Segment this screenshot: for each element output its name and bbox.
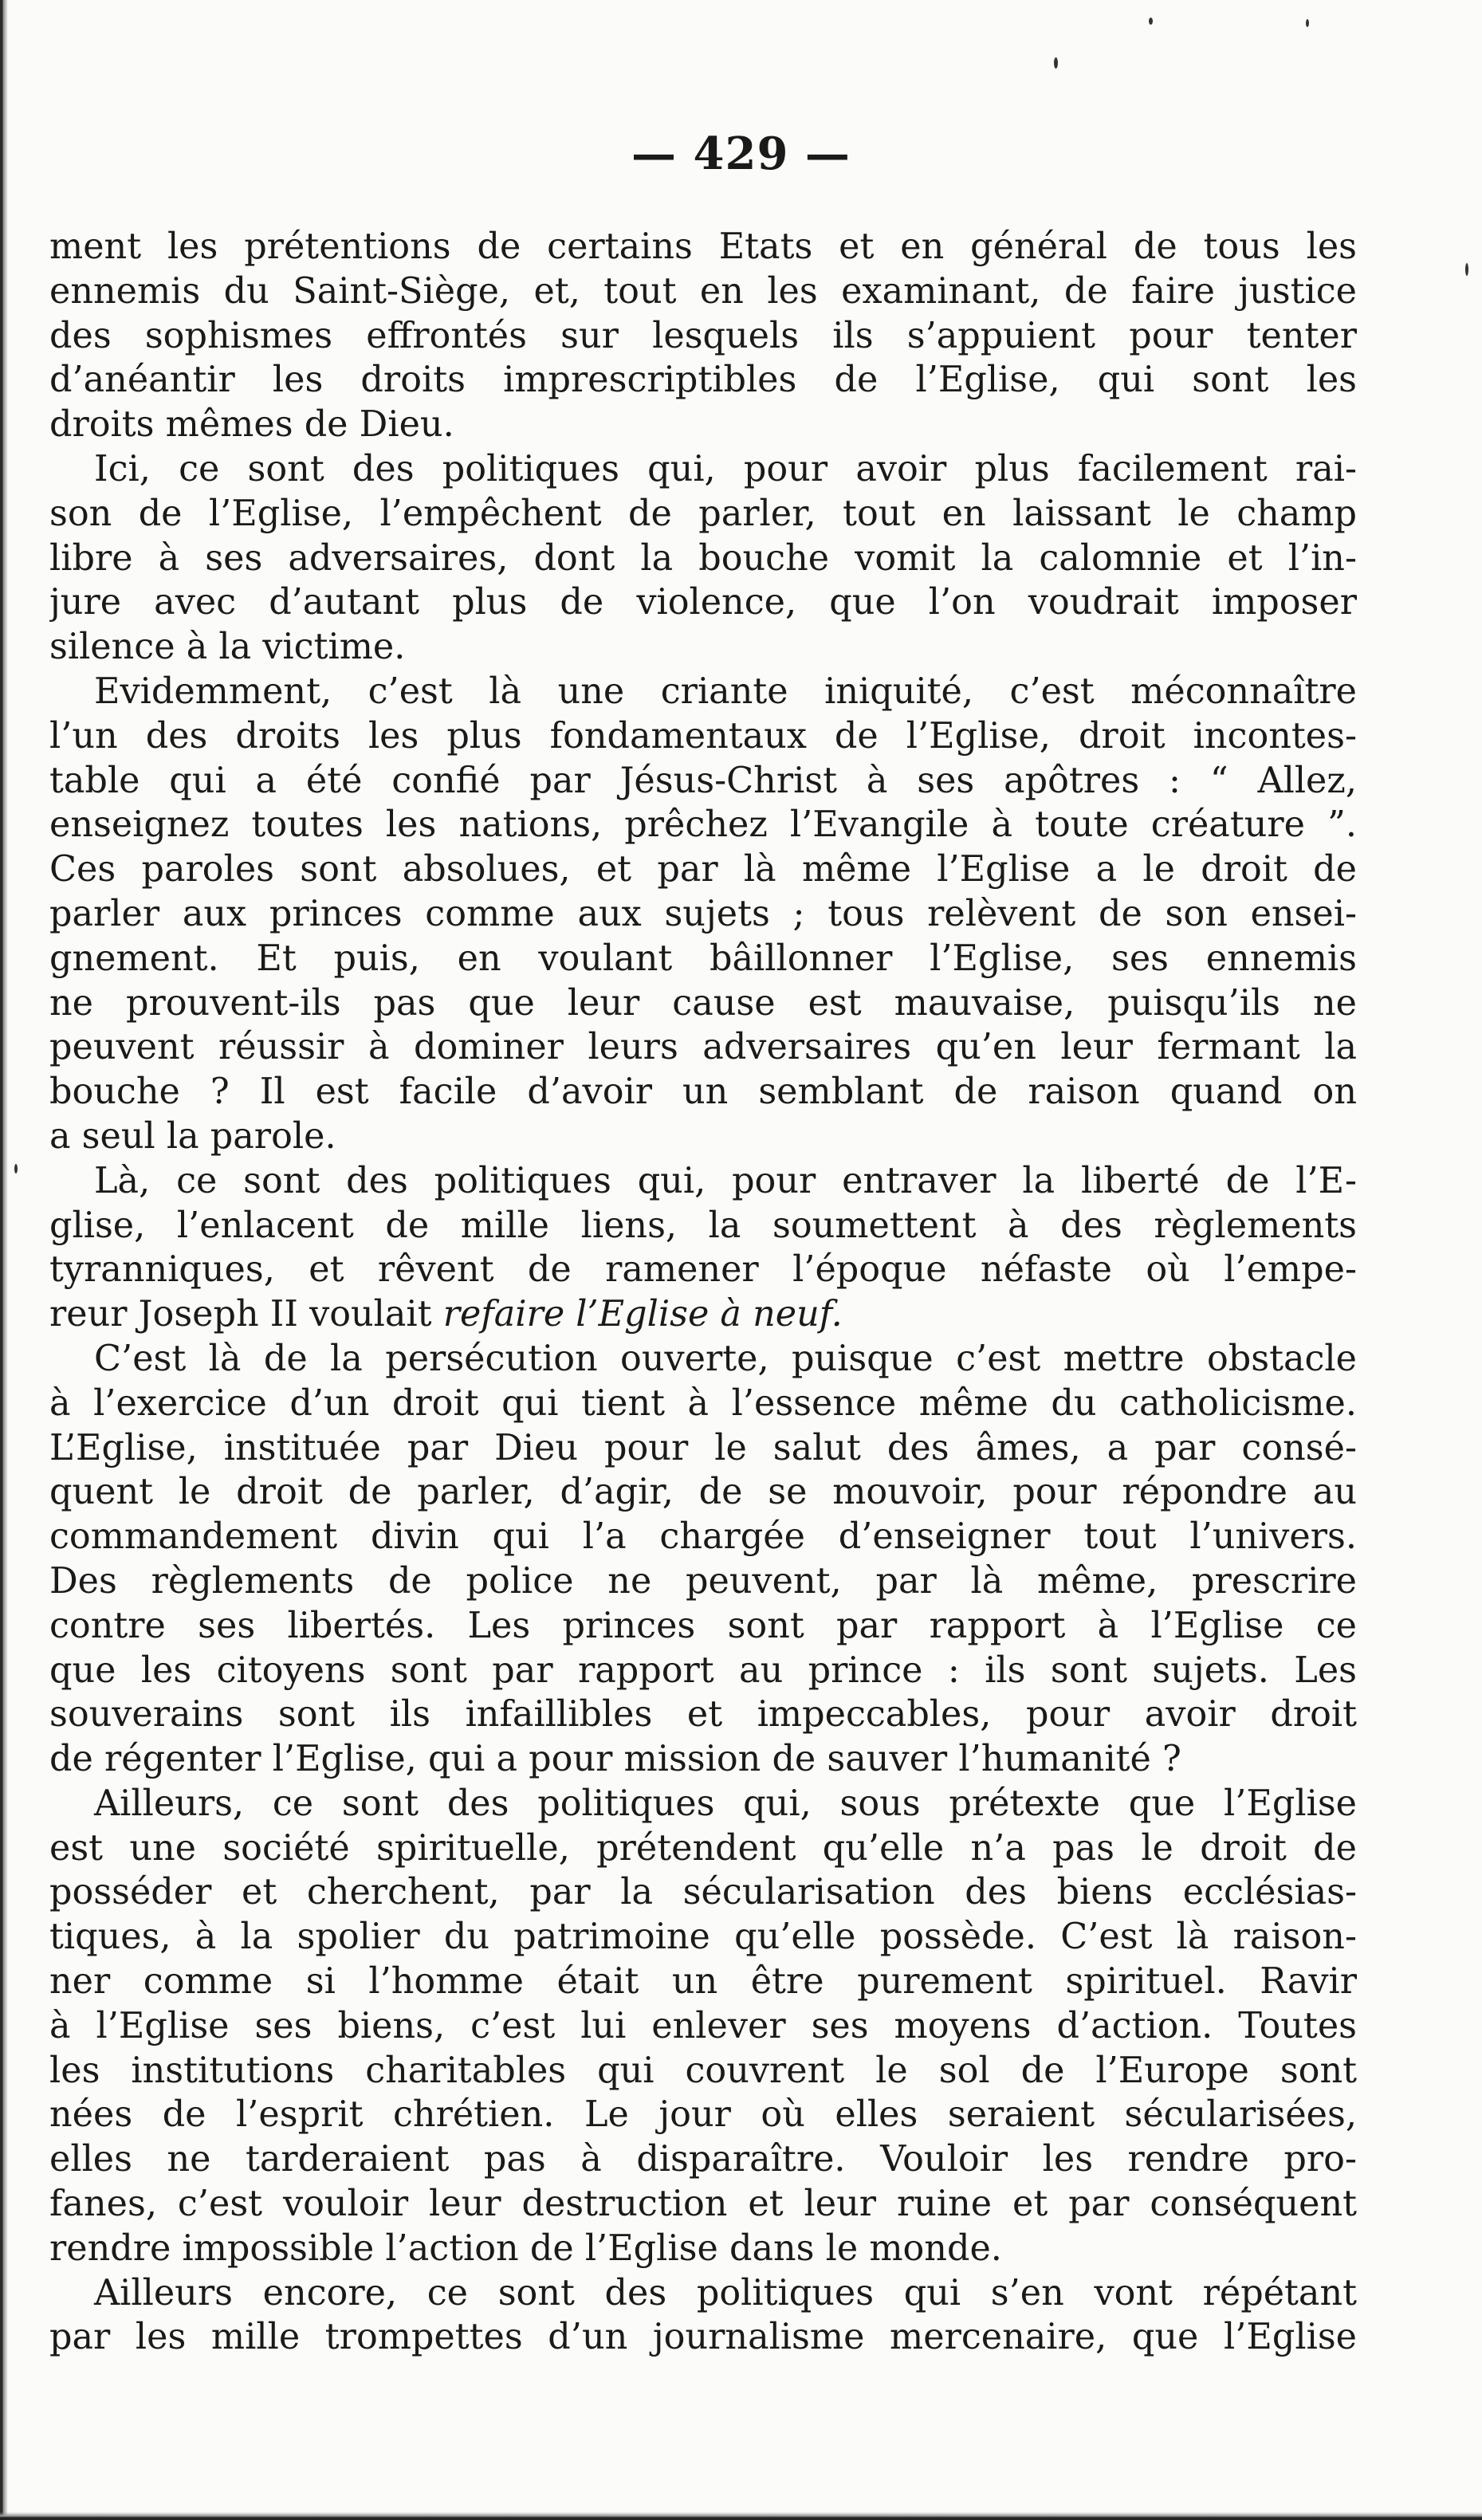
- text-line-content: posséder et cherchent, par la sécularisation des biens ecclésias-: [49, 1872, 1357, 1913]
- text-line-content: à l’exercice d’un droit qui tient à l’essence même du catholicisme.: [49, 1382, 1357, 1424]
- text-line-content: a seul la parole.: [49, 1115, 336, 1157]
- text-line: [49, 2049, 1357, 2093]
- text-line: [49, 2271, 1357, 2316]
- text-line: [49, 225, 1357, 269]
- text-line: [49, 447, 1357, 492]
- text-line-content: ner comme si l’homme était un être purement spirituel. Ravir: [49, 1961, 1357, 2003]
- text-line: [49, 1826, 1357, 1871]
- ink-speck: [1306, 19, 1309, 27]
- text-line-content: Evidemment, c’est là une criante iniquité, c’est méconnaître: [94, 670, 1357, 712]
- text-line-content: à l’Eglise ses biens, c’est lui enlever ses moyens d’action. Toutes: [49, 2005, 1357, 2046]
- text-line-content: jure avec d’autant plus de violence, que l’on voudrait imposer: [49, 582, 1357, 623]
- text-line: [49, 759, 1357, 804]
- text-line: [49, 2182, 1357, 2227]
- text-line: [49, 1292, 1357, 1337]
- text-line: [49, 1426, 1357, 1471]
- text-line-content: d’anéantir les droits imprescriptibles de l’Eglise, qui sont les: [49, 360, 1357, 401]
- text-line-content: elles ne tarderaient pas à disparaître. Vouloir les rendre pro-: [49, 2139, 1357, 2180]
- text-line-content: table qui a été confié par Jésus-Christ à ses apôtres : “ Allez,: [49, 760, 1357, 801]
- text-line-content: commandement divin qui l’a chargée d’enseigner tout l’univers.: [49, 1516, 1357, 1558]
- text-line-content: parler aux princes comme aux sujets ; tous relèvent de son ensei-: [49, 893, 1357, 934]
- page-left-edge-shadow: [0, 0, 8, 2520]
- text-line-content: reur Joseph II voulait: [49, 1294, 443, 1335]
- text-line: [49, 2137, 1357, 2182]
- text-line-content: Là, ce sont des politiques qui, pour entraver la liberté de l’E-: [94, 1160, 1357, 1201]
- text-line: [49, 714, 1357, 759]
- text-line: [49, 1025, 1357, 1070]
- body-text: [49, 225, 1357, 2360]
- text-line: [49, 1692, 1357, 1737]
- text-line-content: silence à la victime.: [49, 627, 406, 668]
- text-line: [49, 2093, 1357, 2137]
- text-line-content: quent le droit de parler, d’agir, de se mouvoir, pour répondre au: [49, 1472, 1357, 1513]
- text-line-content: glise, l’enlacent de mille liens, la soumettent à des règlements: [49, 1205, 1357, 1246]
- text-line: [49, 981, 1357, 1026]
- text-line: [49, 1470, 1357, 1515]
- text-line-content: contre ses libertés. Les princes sont par rapport à l’Eglise ce: [49, 1605, 1357, 1646]
- text-line: [49, 1248, 1357, 1292]
- text-line-content: que les citoyens sont par rapport au prince : ils sont sujets. Les: [49, 1649, 1357, 1691]
- text-line: [49, 537, 1357, 581]
- text-line-content: est une société spirituelle, prétendent qu’elle n’a pas le droit de: [49, 1827, 1357, 1869]
- text-line: [49, 1382, 1357, 1426]
- text-line: [49, 269, 1357, 314]
- text-line-content: L’Eglise, instituée par Dieu pour le salut des âmes, a par consé-: [49, 1427, 1357, 1468]
- text-line: [49, 1870, 1357, 1915]
- text-line: [49, 1915, 1357, 1960]
- text-line: [49, 2315, 1357, 2360]
- text-line-content: Ailleurs, ce sont des politiques qui, sous prétexte que l’Eglise: [94, 1783, 1357, 1824]
- text-line-content: nées de l’esprit chrétien. Le jour où elles seraient sécularisées,: [49, 2094, 1357, 2136]
- text-line-content: Ici, ce sont des politiques qui, pour avoir plus facilement rai-: [94, 448, 1357, 489]
- text-line-content: gnement. Et puis, en voulant bâillonner l’Eglise, ses ennemis: [49, 938, 1357, 979]
- page-number: — 429 —: [631, 128, 851, 180]
- text-line: [49, 1515, 1357, 1559]
- text-line: [49, 670, 1357, 714]
- text-line-content: l’un des droits les plus fondamentaux de l’Eglise, droit incontes-: [49, 715, 1357, 757]
- text-line-content: rendre impossible l’action de l’Eglise dans le monde.: [49, 2227, 1002, 2269]
- text-line-content: ne prouvent-ils pas que leur cause est mauvaise, puisqu’ils ne: [49, 982, 1357, 1024]
- text-line: [49, 1337, 1357, 1382]
- page-bottom-edge-shadow: [0, 2512, 1482, 2520]
- text-line: [49, 1604, 1357, 1649]
- text-line-content: enseignez toutes les nations, prêchez l’Evangile à toute créature ”.: [49, 804, 1357, 846]
- ink-speck: [1054, 57, 1058, 69]
- text-line: [49, 492, 1357, 537]
- text-line: [49, 403, 1357, 447]
- text-line: [49, 847, 1357, 892]
- text-line-content: droits mêmes de Dieu.: [49, 404, 454, 446]
- text-line-content: tyranniques, et rêvent de ramener l’époque néfaste où l’empe-: [49, 1249, 1357, 1291]
- italic-phrase: refaire l’Eglise à neuf.: [442, 1294, 843, 1335]
- text-line: [49, 2004, 1357, 2049]
- text-line-content: les institutions charitables qui couvrent le sol de l’Europe sont: [49, 2050, 1357, 2091]
- text-line: [49, 1559, 1357, 1604]
- text-line: [49, 1649, 1357, 1693]
- text-line-content: bouche ? Il est facile d’avoir un semblant de raison quand on: [49, 1071, 1357, 1113]
- text-line: [49, 2227, 1357, 2271]
- text-line-content: Ailleurs encore, ce sont des politiques qui s’en vont répétant: [94, 2272, 1357, 2314]
- text-line: [49, 1960, 1357, 2004]
- text-line-content: souverains sont ils infaillibles et impeccables, pour avoir droit: [49, 1694, 1357, 1736]
- text-line-content: ment les prétentions de certains Etats et en général de tous les: [49, 226, 1357, 267]
- text-line-content: de régenter l’Eglise, qui a pour mission de sauver l’humanité ?: [49, 1739, 1181, 1780]
- text-line: [49, 1159, 1357, 1204]
- text-line-content: Ces paroles sont absolues, et par là même l’Eglise a le droit de: [49, 849, 1357, 890]
- text-line: [49, 892, 1357, 937]
- text-line: [49, 1737, 1357, 1782]
- text-line-content: son de l’Eglise, l’empêchent de parler, tout en laissant le champ: [49, 493, 1357, 534]
- text-line-content: tiques, à la spolier du patrimoine qu’elle possède. C’est là raison-: [49, 1917, 1357, 1958]
- ink-speck: [1465, 263, 1468, 276]
- text-line: [49, 803, 1357, 847]
- text-line-content: peuvent réussir à dominer leurs adversaires qu’en leur fermant la: [49, 1027, 1357, 1068]
- text-line-content: C’est là de la persécution ouverte, puisque c’est mettre obstacle: [94, 1338, 1357, 1379]
- text-line: [49, 580, 1357, 625]
- text-line-content: fanes, c’est vouloir leur destruction et leur ruine et par conséquent: [49, 2184, 1357, 2225]
- text-line: [49, 1782, 1357, 1826]
- text-line-content: par les mille trompettes d’un journalisme mercenaire, que l’Eglise: [49, 2317, 1357, 2358]
- text-line: [49, 314, 1357, 359]
- text-line-content: libre à ses adversaires, dont la bouche vomit la calomnie et l’in-: [49, 537, 1357, 579]
- text-line: [49, 1204, 1357, 1248]
- text-line-content: des sophismes effrontés sur lesquels ils s’appuient pour tenter: [49, 315, 1357, 356]
- text-line-content: ennemis du Saint-Siège, et, tout en les examinant, de faire justice: [49, 270, 1357, 312]
- text-line: [49, 937, 1357, 981]
- text-line: [49, 1070, 1357, 1115]
- text-line: [49, 1115, 1357, 1159]
- text-line-content: Des règlements de police ne peuvent, par là même, prescrire: [49, 1560, 1357, 1602]
- text-line: [49, 358, 1357, 403]
- ink-speck: [14, 1164, 18, 1174]
- text-line: [49, 625, 1357, 670]
- ink-speck: [1149, 18, 1153, 25]
